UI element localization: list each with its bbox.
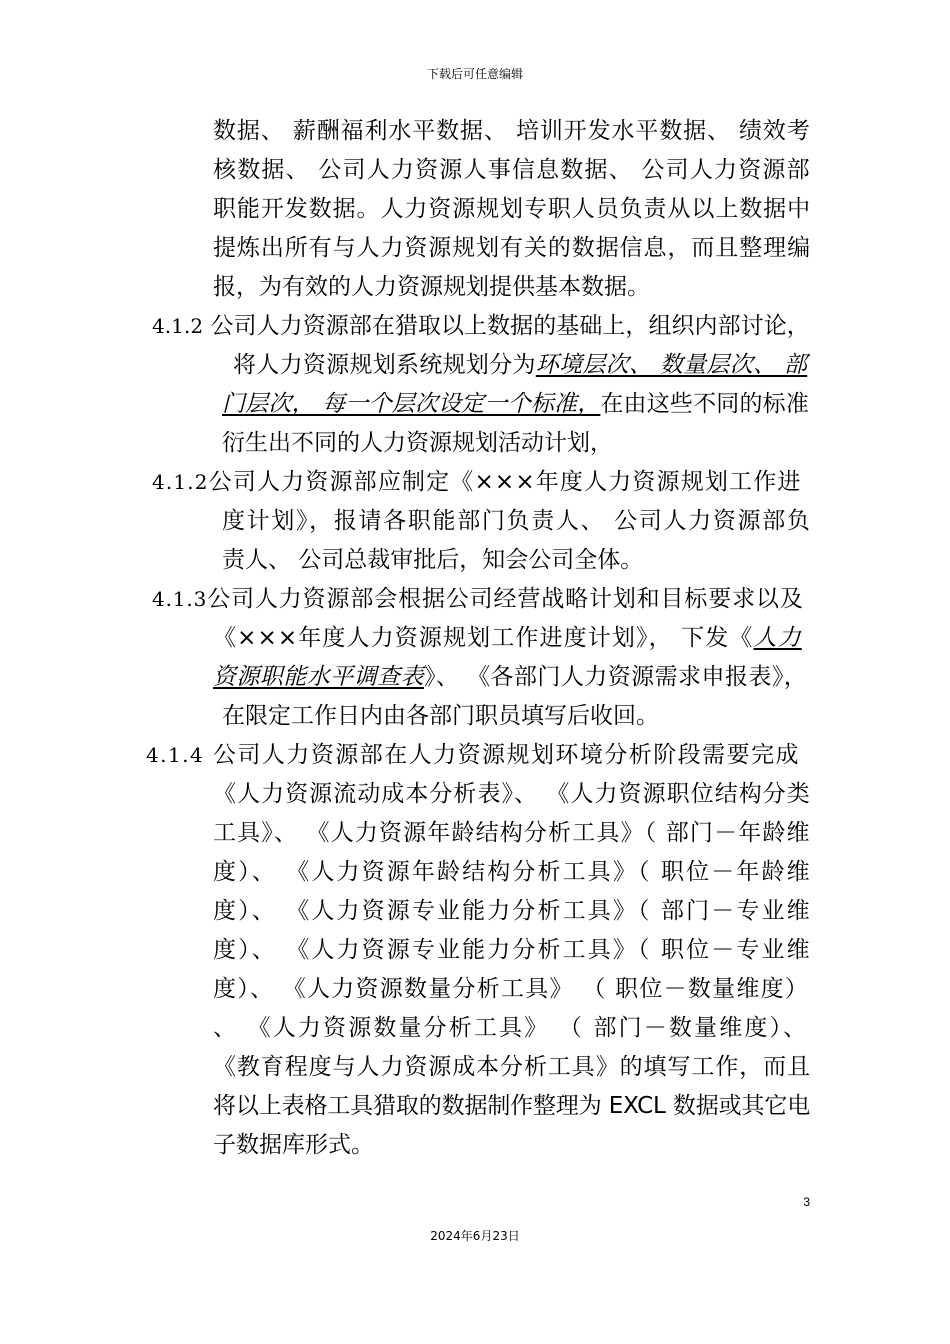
section-heading-line [152, 584, 804, 614]
emphasized-text: 资源职能水平调查表 [213, 664, 424, 690]
section-text: 公司人力资源部应制定《×××年度人力资源规划工作进 [208, 469, 802, 495]
text-line: 提炼出所有与人力资源规划有关的数据信息，而且整理编 [213, 235, 811, 261]
text-line: 度）、 《人力资源专业能力分析工具》（ 职位－专业维 [213, 937, 812, 963]
emphasized-text: 人力 [753, 625, 802, 651]
text-segment: 将人力资源规划系统规划分为 [233, 352, 536, 378]
text-line: 核数据、 公司人力资源人事信息数据、 公司人力资源部 [213, 157, 811, 183]
text-line: 度）、 《人力资源数量分析工具》 （ 职位－数量维度） [213, 976, 810, 1002]
text-line: 度计划》，报请各职能部门负责人、 公司人力资源部负 [222, 508, 812, 534]
text-line: 度）、 《人力资源年龄结构分析工具》（ 职位－年龄维 [213, 859, 812, 885]
text-line: 在限定工作日内由各部门职员填写后收回。 [222, 703, 659, 729]
text-line: 子数据库形式。 [213, 1132, 374, 1158]
text-line: 数据、 薪酬福利水平数据、 培训开发水平数据、 绩效考 [213, 118, 811, 144]
text-line [233, 350, 807, 380]
text-line [213, 662, 807, 692]
section-number: 4.1.2 [152, 470, 209, 494]
section-text: 公司人力资源部会根据公司经营战略计划和目标要求以及 [207, 586, 804, 612]
section-number: 4.1.3 [152, 587, 208, 611]
section-text: 公司人力资源部在猎取以上数据的基础上，组织内部讨论， [203, 313, 810, 339]
text-line: 度）、 《人力资源专业能力分析工具》（ 部门－专业维 [213, 898, 812, 924]
text-line: 《教育程度与人力资源成本分析工具》的填写工作，而且 [213, 1054, 811, 1080]
text-line: 《人力资源流动成本分析表》、 《人力资源职位结构分类 [213, 781, 811, 807]
emphasized-text: 环境层次、 数量层次、 部 [535, 352, 808, 378]
text-segment: 《×××年度人力资源规划工作进度计划》， 下发《 [213, 625, 754, 651]
text-segment: 》、 《各部门人力资源需求申报表》， [423, 664, 808, 690]
emphasized-text: 门层次， 每一个层次设定一个标准， [222, 391, 601, 417]
text-line: 将以上表格工具猎取的数据制作整理为 EXCL 数据或其它电 [213, 1093, 811, 1119]
footer-date: 2024年6月23日 [430, 1229, 520, 1243]
section-heading-line [152, 311, 810, 341]
text-segment: 在由这些不同的标准 [600, 391, 809, 417]
section-number: 4.1.2 [152, 314, 204, 338]
page-header: 下载后可任意编辑 [426, 67, 523, 81]
text-line [213, 623, 802, 653]
text-line: 衍生出不同的人力资源规划活动计划， [222, 430, 613, 456]
page-number: 3 [803, 1195, 810, 1209]
text-line: 、 《人力资源数量分析工具》 （ 部门－数量维度）、 [213, 1015, 809, 1041]
section-heading-line [146, 740, 800, 770]
section-heading-line [152, 467, 802, 497]
text-line: 责人、 公司总裁审批后，知会公司全体。 [222, 547, 644, 573]
section-text: 公司人力资源部在人力资源规划环境分析阶段需要完成 [204, 742, 801, 768]
text-line: 工具》、 《人力资源年龄结构分析工具》（ 部门－年龄维 [213, 820, 811, 846]
text-line: 职能开发数据。人力资源规划专职人员负责从以上数据中 [213, 196, 811, 222]
text-line: 报，为有效的人力资源规划提供基本数据。 [213, 274, 650, 300]
text-line [222, 389, 809, 419]
section-number: 4.1.4 [146, 743, 205, 767]
